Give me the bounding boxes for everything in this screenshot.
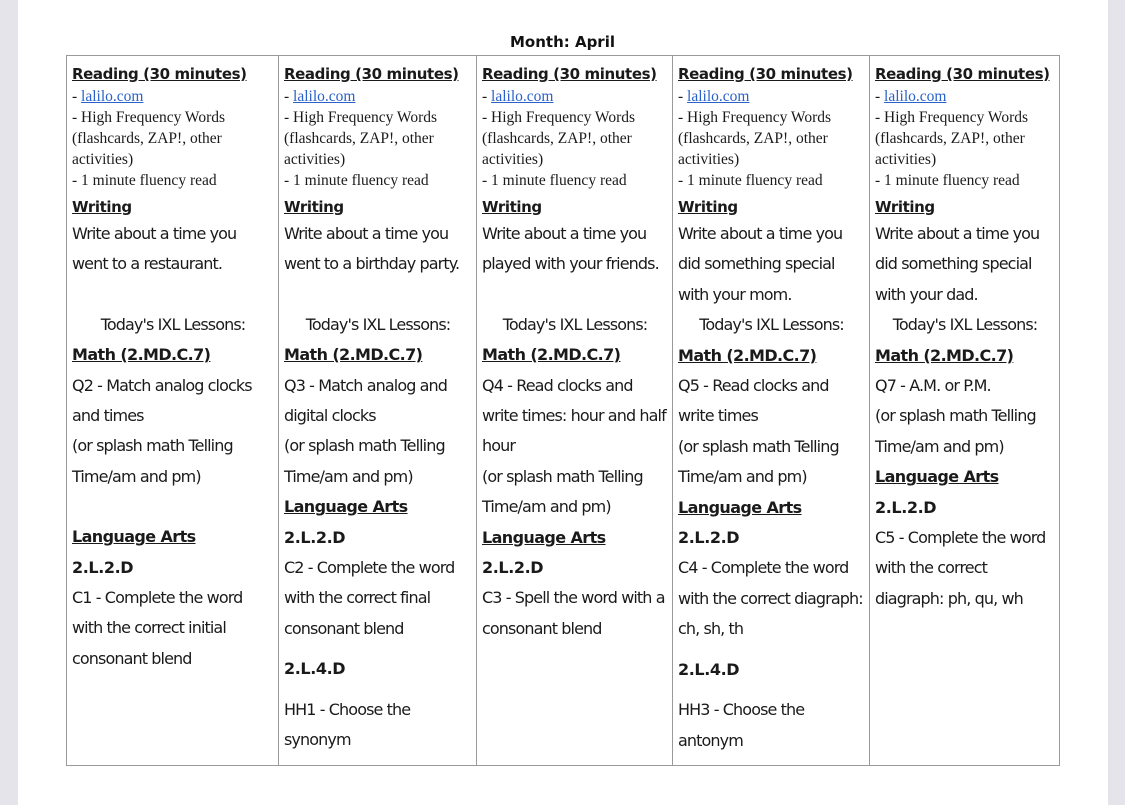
math-lesson: Q7 - A.M. or P.M. — [875, 376, 991, 396]
table-row — [67, 56, 1060, 766]
math-heading: Math (2.MD.C.7) — [72, 345, 211, 365]
math-heading: Math (2.MD.C.7) — [482, 345, 621, 365]
language-arts-heading: Language Arts — [482, 527, 606, 547]
standard-code: 2.L.2.D — [875, 497, 937, 517]
math-alt: (or splash math Telling Time/am and pm) — [678, 436, 839, 487]
math-lesson: Q2 - Match analog clocks and times — [72, 375, 252, 426]
reading-fluency: - 1 minute fluency read — [72, 172, 217, 189]
lalilo-link[interactable]: lalilo.com — [491, 88, 554, 105]
la-lesson: C3 - Spell the word with a consonant blend — [482, 588, 665, 638]
writing-heading: Writing — [875, 198, 935, 216]
reading-fluency: - 1 minute fluency read — [875, 172, 1020, 189]
reading-heading: Reading (30 minutes) — [678, 65, 853, 83]
reading-hfw: - High Frequency Words (flashcards, ZAP!, other activities) — [875, 109, 1029, 168]
ixl-heading: Today's IXL Lessons: — [502, 314, 648, 334]
standard-code: 2.L.2.D — [482, 558, 544, 578]
writing-prompt: Write about a time you did something special with your dad. — [875, 224, 1040, 304]
reading-heading: Reading (30 minutes) — [72, 65, 247, 83]
reading-link-line: - lalilo.com — [284, 88, 356, 105]
reading-fluency: - 1 minute fluency read — [678, 172, 823, 189]
ixl-heading: Today's IXL Lessons: — [892, 315, 1038, 335]
la-lesson: C4 - Complete the word with the correct diagraph: ch, sh, th — [678, 558, 863, 639]
day-cell-5 — [870, 56, 1060, 766]
writing-heading: Writing — [72, 198, 132, 216]
language-arts-heading: Language Arts — [678, 497, 802, 517]
reading-link-line: - lalilo.com — [678, 88, 750, 105]
writing-heading: Writing — [482, 198, 542, 216]
reading-hfw: - High Frequency Words (flashcards, ZAP!, other activities) — [482, 109, 636, 168]
writing-prompt: Write about a time you went to a restaurant. — [72, 224, 237, 274]
month-title: Month: April — [509, 33, 615, 51]
lalilo-link[interactable]: lalilo.com — [81, 88, 144, 105]
reading-fluency: - 1 minute fluency read — [284, 172, 429, 189]
reading-link-line: - lalilo.com — [875, 88, 947, 105]
la-lesson-2: HH1 - Choose the synonym — [284, 699, 411, 750]
language-arts-heading: Language Arts — [875, 467, 999, 487]
math-heading: Math (2.MD.C.7) — [678, 345, 817, 365]
math-alt: (or splash math Telling Time/am and pm) — [482, 466, 643, 517]
la-lesson: C1 - Complete the word with the correct initial consonant blend — [72, 588, 243, 668]
writing-prompt: Write about a time you went to a birthday party. — [284, 224, 460, 274]
reading-heading: Reading (30 minutes) — [482, 65, 657, 83]
math-lesson: Q5 - Read clocks and write times — [678, 376, 829, 426]
lalilo-link[interactable]: lalilo.com — [293, 88, 356, 105]
writing-prompt: Write about a time you did something special with your mom. — [678, 224, 843, 304]
ixl-heading: Today's IXL Lessons: — [100, 314, 246, 334]
math-lesson: Q4 - Read clocks and write times: hour and half hour — [482, 375, 666, 456]
reading-hfw: - High Frequency Words (flashcards, ZAP!, other activities) — [678, 109, 832, 168]
ixl-heading: Today's IXL Lessons: — [699, 315, 844, 335]
standard-code: 2.L.2.D — [284, 527, 346, 547]
lalilo-link[interactable]: lalilo.com — [687, 88, 750, 105]
day-cell-3 — [477, 56, 673, 766]
la-lesson-2: HH3 - Choose the antonym — [678, 700, 805, 750]
la-lesson: C2 - Complete the word with the correct final consonant blend — [284, 558, 455, 638]
writing-prompt: Write about a time you played with your friends. — [482, 224, 659, 274]
standard-code-2: 2.L.4.D — [284, 659, 346, 679]
lalilo-link[interactable]: lalilo.com — [884, 88, 947, 105]
day-cell-1 — [67, 56, 279, 766]
reading-hfw: - High Frequency Words (flashcards, ZAP!, other activities) — [284, 109, 438, 168]
weekly-plan-table — [66, 55, 1060, 766]
language-arts-heading: Language Arts — [284, 497, 408, 517]
reading-heading: Reading (30 minutes) — [284, 65, 459, 83]
math-lesson: Q3 - Match analog and digital clocks — [284, 375, 448, 426]
language-arts-heading: Language Arts — [72, 527, 196, 547]
standard-code: 2.L.2.D — [678, 528, 740, 548]
writing-heading: Writing — [678, 198, 738, 216]
reading-hfw: - High Frequency Words (flashcards, ZAP!, other activities) — [72, 109, 226, 168]
standard-code-2: 2.L.4.D — [678, 659, 740, 679]
reading-heading: Reading (30 minutes) — [875, 65, 1050, 83]
day-cell-4 — [673, 56, 870, 766]
reading-link-line: - lalilo.com — [72, 88, 144, 105]
la-lesson: C5 - Complete the word with the correct diagraph: ph, qu, wh — [875, 528, 1046, 608]
ixl-heading: Today's IXL Lessons: — [305, 314, 451, 334]
math-alt: (or splash math Telling Time/am and pm) — [284, 436, 445, 486]
math-heading: Math (2.MD.C.7) — [875, 345, 1014, 365]
reading-link-line: - lalilo.com — [482, 88, 554, 105]
writing-heading: Writing — [284, 198, 344, 216]
reading-fluency: - 1 minute fluency read — [482, 172, 627, 189]
math-alt: (or splash math Telling Time/am and pm) — [72, 436, 233, 486]
math-alt: (or splash math Telling Time/am and pm) — [875, 406, 1036, 456]
day-cell-2 — [279, 56, 477, 766]
standard-code: 2.L.2.D — [72, 557, 134, 577]
math-heading: Math (2.MD.C.7) — [284, 345, 423, 365]
